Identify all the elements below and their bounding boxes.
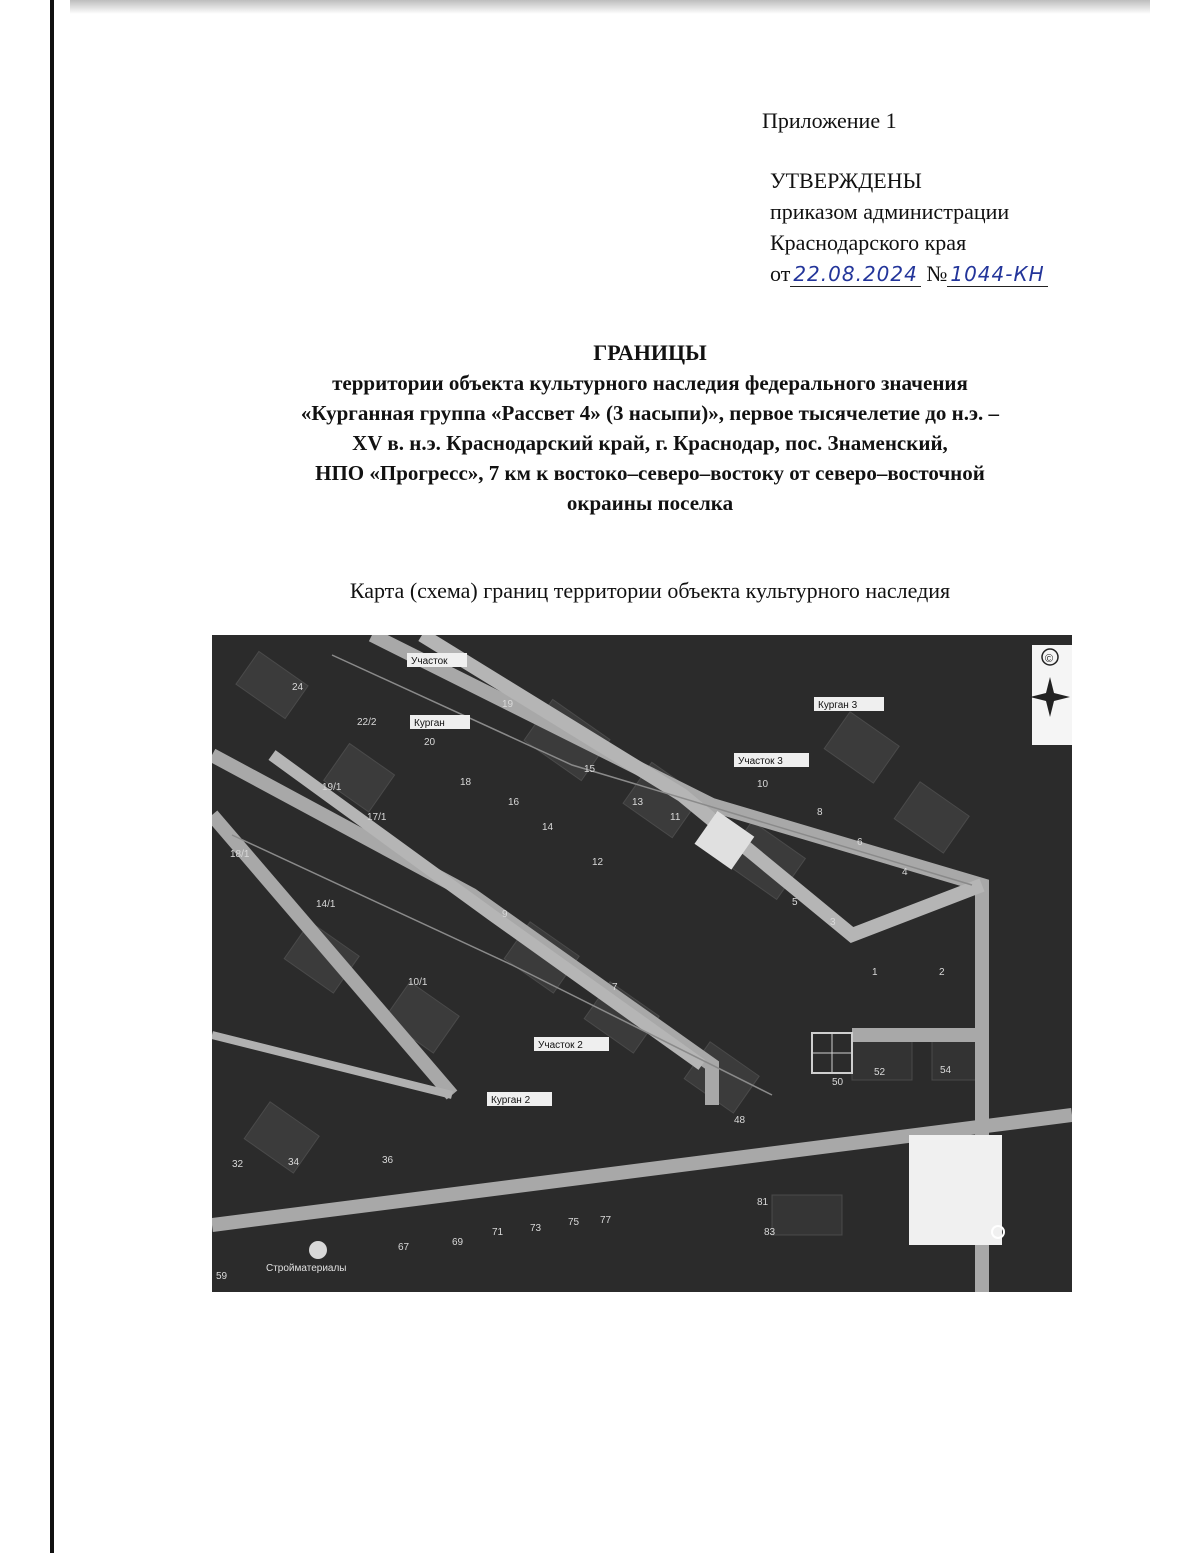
plot-number: 36 <box>382 1155 394 1166</box>
map-label-uchastok-2: Участок 2 <box>538 1040 583 1051</box>
plot-number: 5 <box>792 897 798 908</box>
map-caption: Карта (схема) границ территории объекта культурного наследия <box>349 578 951 603</box>
approval-line2: Краснодарского края <box>770 230 967 255</box>
approval-heading: УТВЕРЖДЕНЫ <box>770 168 922 193</box>
number-prefix: № <box>926 261 948 286</box>
title-line: окраины поселка <box>566 491 734 515</box>
plot-number: 6 <box>857 837 863 848</box>
plot-number: 15 <box>584 764 596 775</box>
handwritten-number: 1044-КН <box>947 262 1047 287</box>
plot-number: 3 <box>830 917 836 928</box>
map-drawing <box>212 635 1072 1292</box>
title-line: «Курганная группа «Рассвет 4» (3 насыпи)», первое тысячелетие до н.э. – <box>300 401 1000 425</box>
plot-number: 19 <box>502 699 514 710</box>
plot-number: 18 <box>460 777 472 788</box>
plot-number: 4 <box>902 867 908 878</box>
svg-text:©: © <box>1045 653 1054 665</box>
plot-number: 9 <box>502 909 508 920</box>
approval-block <box>770 165 1048 290</box>
map-label-kurgan-2: Курган 2 <box>491 1095 531 1106</box>
plot-number: 20 <box>424 737 436 748</box>
plot-number: 52 <box>874 1067 886 1078</box>
plot-number: 18/1 <box>230 849 250 860</box>
plot-number: 59 <box>216 1271 228 1282</box>
plot-number: 14 <box>542 822 554 833</box>
title-line: НПО «Прогресс», 7 км к востоко–северо–востоку от северо–восточной <box>315 461 985 485</box>
plot-number: 34 <box>288 1157 300 1168</box>
map-label-kurgan-3: Курган 3 <box>818 700 858 711</box>
plot-number: 2 <box>939 967 945 978</box>
date-prefix: от <box>770 261 791 286</box>
scan-top-shadow <box>70 0 1150 14</box>
plot-number: 7 <box>612 982 618 993</box>
title-line: XV в. н.э. Краснодарский край, г. Краснодар, пос. Знаменский, <box>352 431 948 455</box>
handwritten-date: 22.08.2024 <box>790 262 921 287</box>
approval-line1: приказом администрации <box>770 199 1010 224</box>
plot-number: 11 <box>670 812 681 823</box>
plot-number: 10 <box>757 779 769 790</box>
plot-number: 69 <box>452 1237 464 1248</box>
plot-number: 13 <box>632 797 644 808</box>
title-line: территории объекта культурного наследия федерального значения <box>332 371 968 395</box>
plot-number: 32 <box>232 1159 244 1170</box>
plot-number: 1 <box>872 967 878 978</box>
document-title <box>150 338 1150 518</box>
plot-number: 16 <box>508 797 520 808</box>
map-label-store: Стройматериалы <box>266 1263 347 1274</box>
plot-number: 54 <box>940 1065 952 1076</box>
plot-number: 77 <box>600 1215 612 1226</box>
plot-number: 19/1 <box>322 782 342 793</box>
plot-number: 83 <box>764 1227 776 1238</box>
plot-number: 48 <box>734 1115 746 1126</box>
plot-number: 71 <box>492 1227 504 1238</box>
plot-number: 73 <box>530 1223 542 1234</box>
appendix-label: Приложение 1 <box>762 108 897 133</box>
scan-left-edge <box>50 0 54 1553</box>
plot-number: 22/2 <box>357 717 377 728</box>
title-heading: ГРАНИЦЫ <box>593 340 707 365</box>
plot-number: 81 <box>757 1197 769 1208</box>
satellite-map <box>212 635 1072 1292</box>
plot-number: 50 <box>832 1077 844 1088</box>
map-label-uchastok-3: Участок 3 <box>738 756 783 767</box>
plot-number: 8 <box>817 807 823 818</box>
plot-number: 10/1 <box>408 977 428 988</box>
map-label-uchastok-1: Участок <box>411 656 448 667</box>
approval-date-line <box>770 258 1048 290</box>
plot-number: 12 <box>592 857 604 868</box>
plot-number: 17/1 <box>367 812 387 823</box>
plot-number: 24 <box>292 682 304 693</box>
map-label-kurgan-1: Курган <box>414 718 445 729</box>
plot-number: 75 <box>568 1217 580 1228</box>
plot-number: 14/1 <box>316 899 336 910</box>
plot-number: 67 <box>398 1242 410 1253</box>
